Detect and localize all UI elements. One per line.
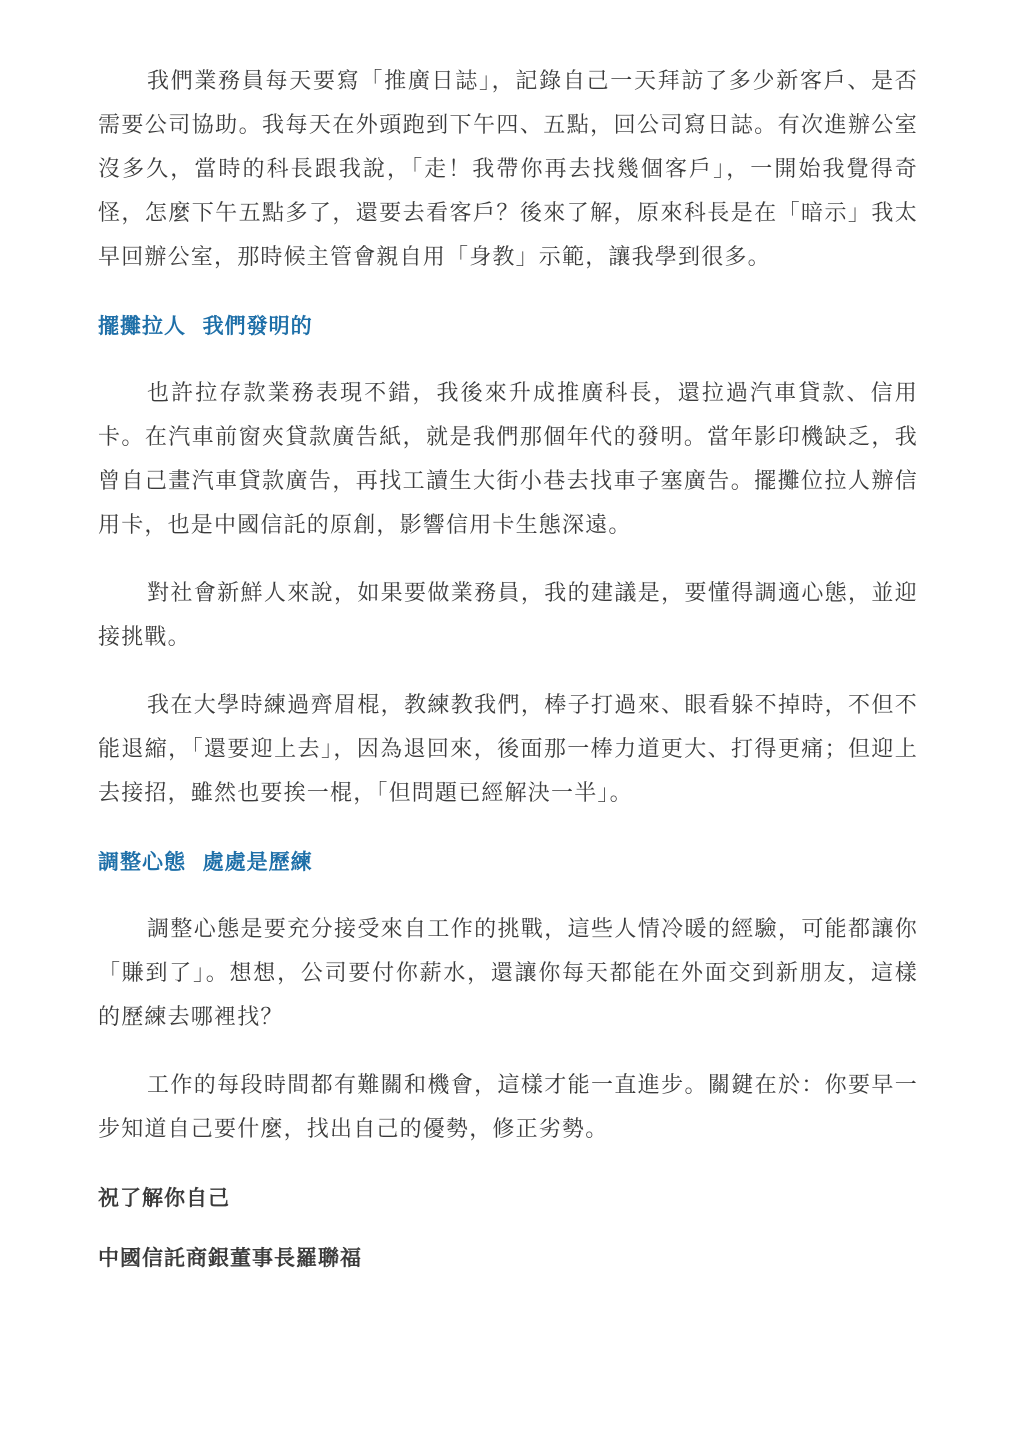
signature: 中國信託商銀董事長羅聯福 (98, 1246, 362, 1270)
section-heading-mindset: 調整心態 處處是歷練 (98, 850, 313, 874)
paragraph-opportunity: 工作的每段時間都有難關和機會，這樣才能一直進步。關鍵在於：你要早一步知道自己要什麼，找出自己的優勢，修正劣勢。 (98, 1073, 918, 1142)
paragraph-mindset: 調整心態是要充分接受來自工作的挑戰，這些人情冷暖的經驗，可能都讓你「賺到了」。想想，公司要付你薪水，還讓你每天都能在外面交到新朋友，這樣的歷練去哪裡找？ (98, 917, 918, 1030)
paragraph-daily-log: 我們業務員每天要寫「推廣日誌」，記錄自己一天拜訪了多少新客戶、是否需要公司協助。我每天在外頭跑到下午四、五點，回公司寫日誌。有次進辦公室沒多久，當時的科長跟我說，「走！我帶你再去找幾個客戶」，一開始我覺得奇怪，怎麼下午五點多了，還要去看客戶？後來了解，原來科長是在「暗示」我太早回辦公室，那時候主管會親自用「身教」示範，讓我學到很多。 (98, 69, 918, 270)
section-heading-booth: 擺攤拉人 我們發明的 (98, 314, 313, 338)
paragraph-credit-card: 也許拉存款業務表現不錯，我後來升成推廣科長，還拉過汽車貸款、信用卡。在汽車前窗夾貸款廣告紙，就是我們那個年代的發明。當年影印機缺乏，我曾自己畫汽車貸款廣告，再找工讀生大街小巷去找車子塞廣告。擺攤位拉人辦信用卡，也是中國信託的原創，影響信用卡生態深遠。 (98, 381, 918, 538)
article-body (98, 60, 918, 1296)
closing-wish: 祝了解你自己 (98, 1186, 230, 1210)
paragraph-staff-training: 我在大學時練過齊眉棍，教練教我們，棒子打過來、眼看躲不掉時，不但不能退縮，「還要迎上去」，因為退回來，後面那一棒力道更大、打得更痛；但迎上去接招，雖然也要挨一棍，「但問題已經解決一半」。 (98, 693, 918, 806)
paragraph-advice: 對社會新鮮人來說，如果要做業務員，我的建議是，要懂得調適心態，並迎接挑戰。 (98, 581, 918, 650)
